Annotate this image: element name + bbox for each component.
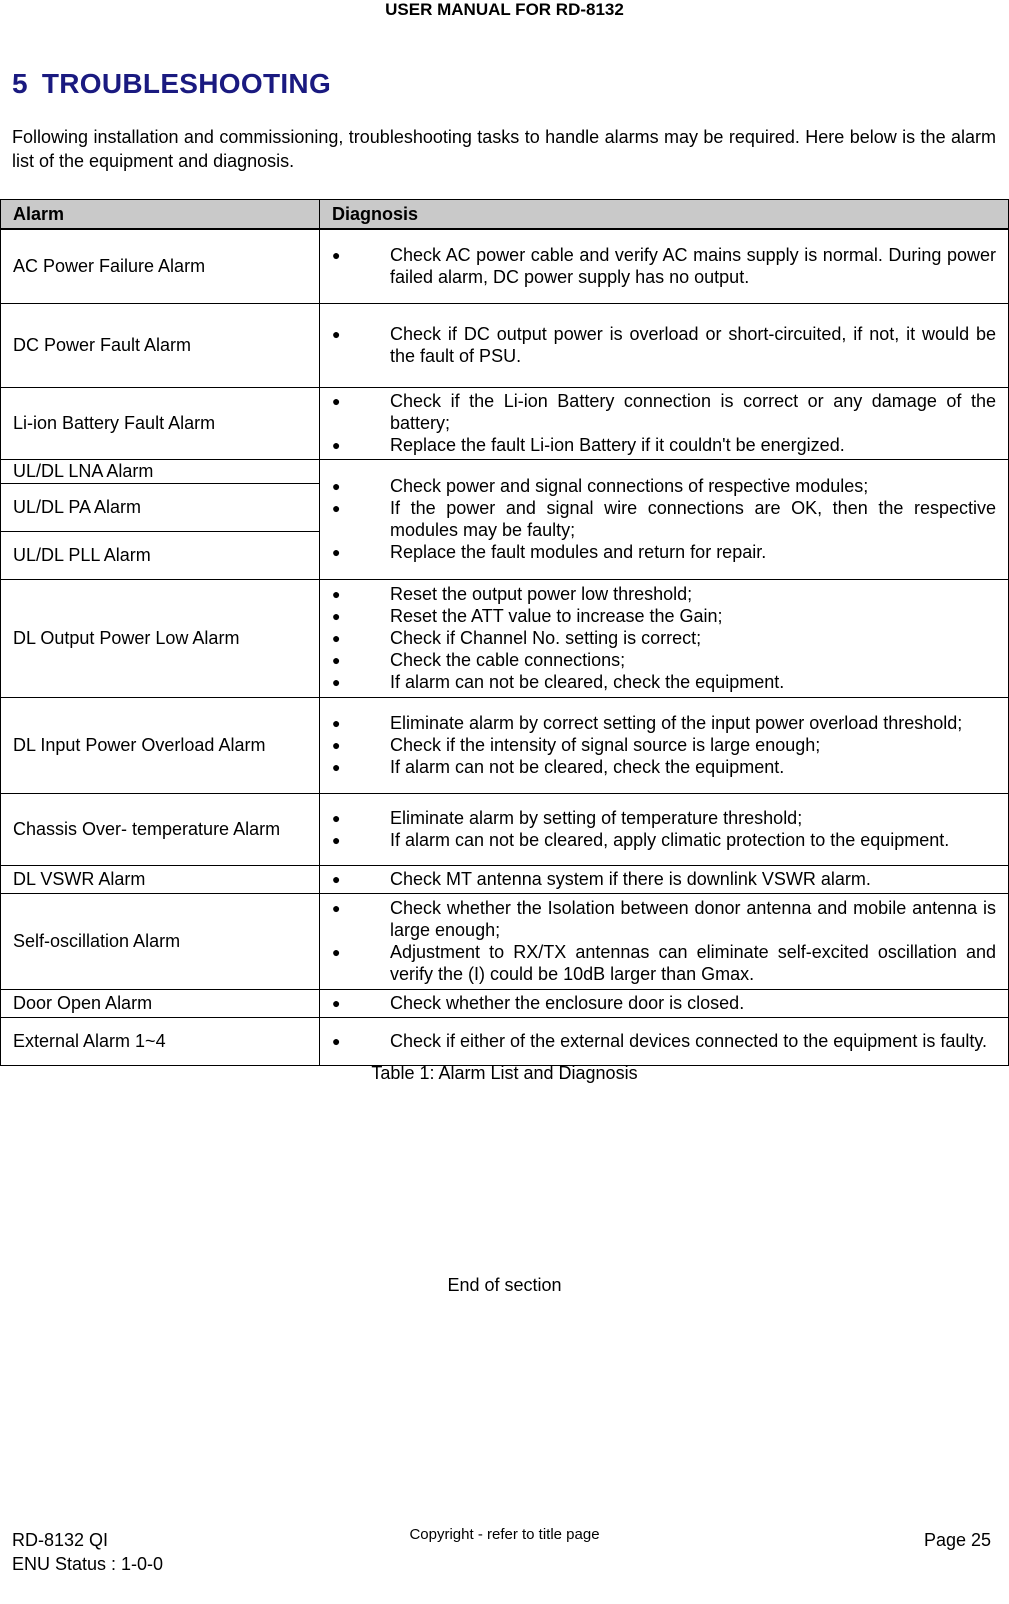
diagnosis-item: ● Replace the fault Li-ion Battery if it couldn't be energized. bbox=[332, 435, 845, 455]
diagnosis-item: ● Check if the intensity of signal source is large enough; bbox=[332, 735, 821, 755]
section-heading bbox=[12, 68, 331, 100]
diagnosis-cell bbox=[320, 459, 1009, 579]
footer-status: ENU Status : 1-0-0 bbox=[12, 1554, 164, 1574]
diagnosis-item: ● Check if Channel No. setting is correct; bbox=[332, 628, 702, 648]
alarm-name: Self-oscillation Alarm bbox=[1, 893, 320, 989]
alarm-name: Door Open Alarm bbox=[1, 989, 320, 1017]
bullet-icon: ● bbox=[332, 630, 341, 646]
diagnosis-cell bbox=[320, 303, 1009, 387]
bullet-icon: ● bbox=[332, 871, 341, 887]
table-row bbox=[1, 579, 1009, 697]
diagnosis-item: ● Check if either of the external devices connected to the equipment is faulty. bbox=[332, 1031, 988, 1051]
alarm-name: UL/DL PLL Alarm bbox=[1, 531, 320, 579]
bullet-icon: ● bbox=[332, 715, 341, 731]
table-row bbox=[1, 387, 1009, 459]
table-row bbox=[1, 459, 1009, 483]
bullet-icon: ● bbox=[332, 810, 341, 826]
alarm-name: AC Power Failure Alarm bbox=[1, 229, 320, 303]
diagnosis-item: ● Adjustment to RX/TX antennas can eliminate self-excited oscillation and verify the (I) could be 10dB larger than Gmax. bbox=[332, 942, 996, 984]
bullet-icon: ● bbox=[332, 247, 341, 264]
alarm-name: DC Power Fault Alarm bbox=[1, 303, 320, 387]
alarm-column-header: Alarm bbox=[1, 200, 320, 230]
bullet-icon: ● bbox=[332, 944, 341, 960]
alarm-name: UL/DL PA Alarm bbox=[1, 483, 320, 531]
diagnosis-column-header: Diagnosis bbox=[320, 200, 1009, 230]
alarm-name: External Alarm 1~4 bbox=[1, 1017, 320, 1065]
diagnosis-item: ● Eliminate alarm by setting of temperature threshold; bbox=[332, 808, 803, 828]
diagnosis-cell bbox=[320, 229, 1009, 303]
bullet-icon: ● bbox=[332, 737, 341, 753]
table-row bbox=[1, 989, 1009, 1017]
bullet-icon: ● bbox=[332, 544, 341, 560]
diagnosis-item: ● If alarm can not be cleared, apply climatic protection to the equipment. bbox=[332, 830, 950, 850]
table-row bbox=[1, 229, 1009, 303]
running-header: USER MANUAL FOR RD-8132 bbox=[385, 0, 624, 19]
diagnosis-item: ● Check power and signal connections of respective modules; bbox=[332, 476, 869, 496]
table-row bbox=[1, 865, 1009, 893]
diagnosis-item: ● Check MT antenna system if there is downlink VSWR alarm. bbox=[332, 869, 871, 889]
table-row bbox=[1, 1017, 1009, 1065]
diagnosis-cell bbox=[320, 865, 1009, 893]
bullet-icon: ● bbox=[332, 652, 341, 668]
diagnosis-cell bbox=[320, 793, 1009, 865]
alarm-name: DL Input Power Overload Alarm bbox=[1, 697, 320, 793]
bullet-icon: ● bbox=[332, 759, 341, 775]
section-number: 5 bbox=[12, 68, 28, 99]
diagnosis-item: ● Replace the fault modules and return for repair. bbox=[332, 542, 767, 562]
diagnosis-item: ● If alarm can not be cleared, check the equipment. bbox=[332, 757, 785, 777]
bullet-icon: ● bbox=[332, 1033, 341, 1049]
alarm-name: Chassis Over- temperature Alarm bbox=[1, 793, 320, 865]
diagnosis-item: ● Check if DC output power is overload or short-circuited, if not, it would be the fault of PSU. bbox=[332, 324, 996, 366]
footer-copyright: Copyright - refer to title page bbox=[409, 1526, 600, 1543]
bullet-icon: ● bbox=[332, 500, 341, 516]
alarm-name: UL/DL LNA Alarm bbox=[1, 459, 320, 483]
bullet-icon: ● bbox=[332, 674, 341, 690]
diagnosis-item: ● Check whether the enclosure door is closed. bbox=[332, 993, 745, 1013]
bullet-icon: ● bbox=[332, 608, 341, 624]
bullet-icon: ● bbox=[332, 586, 341, 602]
diagnosis-item: ● Reset the ATT value to increase the Gain; bbox=[332, 606, 723, 626]
bullet-icon: ● bbox=[332, 995, 341, 1011]
diagnosis-item: ● Check the cable connections; bbox=[332, 650, 626, 670]
diagnosis-cell bbox=[320, 989, 1009, 1017]
bullet-icon: ● bbox=[332, 393, 341, 409]
diagnosis-cell bbox=[320, 579, 1009, 697]
bullet-icon: ● bbox=[332, 326, 341, 342]
diagnosis-item: ● Reset the output power low threshold; bbox=[332, 584, 693, 604]
alarm-name: DL VSWR Alarm bbox=[1, 865, 320, 893]
alarm-name: Li-ion Battery Fault Alarm bbox=[1, 387, 320, 459]
bullet-icon: ● bbox=[332, 900, 341, 916]
diagnosis-item: ● If alarm can not be cleared, check the equipment. bbox=[332, 672, 785, 692]
alarm-name: DL Output Power Low Alarm bbox=[1, 579, 320, 697]
footer-page-number: Page 25 bbox=[923, 1530, 991, 1550]
end-of-section: End of section bbox=[447, 1275, 562, 1295]
diagnosis-cell bbox=[320, 387, 1009, 459]
diagnosis-item: ● If the power and signal wire connections are OK, then the respective modules may be faulty; bbox=[332, 498, 996, 540]
bullet-icon: ● bbox=[332, 478, 341, 494]
diagnosis-cell bbox=[320, 697, 1009, 793]
footer-doc-id: RD-8132 QI bbox=[12, 1530, 109, 1550]
intro-paragraph: Following installation and commissioning, troubleshooting tasks to handle alarms may be required. Here below is the alarm list of the equipment and diagnosis. bbox=[12, 127, 996, 171]
table-caption: Table 1: Alarm List and Diagnosis bbox=[371, 1063, 638, 1083]
diagnosis-item: ● Check AC power cable and verify AC mains supply is normal. During power failed alarm, DC power supply has no output. bbox=[332, 245, 996, 288]
table-row bbox=[1, 793, 1009, 865]
diagnosis-item: ● Check whether the Isolation between donor antenna and mobile antenna is large enough; bbox=[332, 898, 996, 940]
table-row bbox=[1, 893, 1009, 989]
diagnosis-item: ● Eliminate alarm by correct setting of the input power overload threshold; bbox=[332, 713, 963, 733]
bullet-icon: ● bbox=[332, 832, 341, 848]
section-title: TROUBLESHOOTING bbox=[41, 68, 332, 99]
bullet-icon: ● bbox=[332, 437, 341, 453]
table-row bbox=[1, 303, 1009, 387]
table-row bbox=[1, 697, 1009, 793]
diagnosis-cell bbox=[320, 893, 1009, 989]
diagnosis-cell bbox=[320, 1017, 1009, 1065]
alarm-table bbox=[0, 199, 1009, 1066]
diagnosis-item: ● Check if the Li-ion Battery connection is correct or any damage of the battery; bbox=[332, 391, 996, 433]
